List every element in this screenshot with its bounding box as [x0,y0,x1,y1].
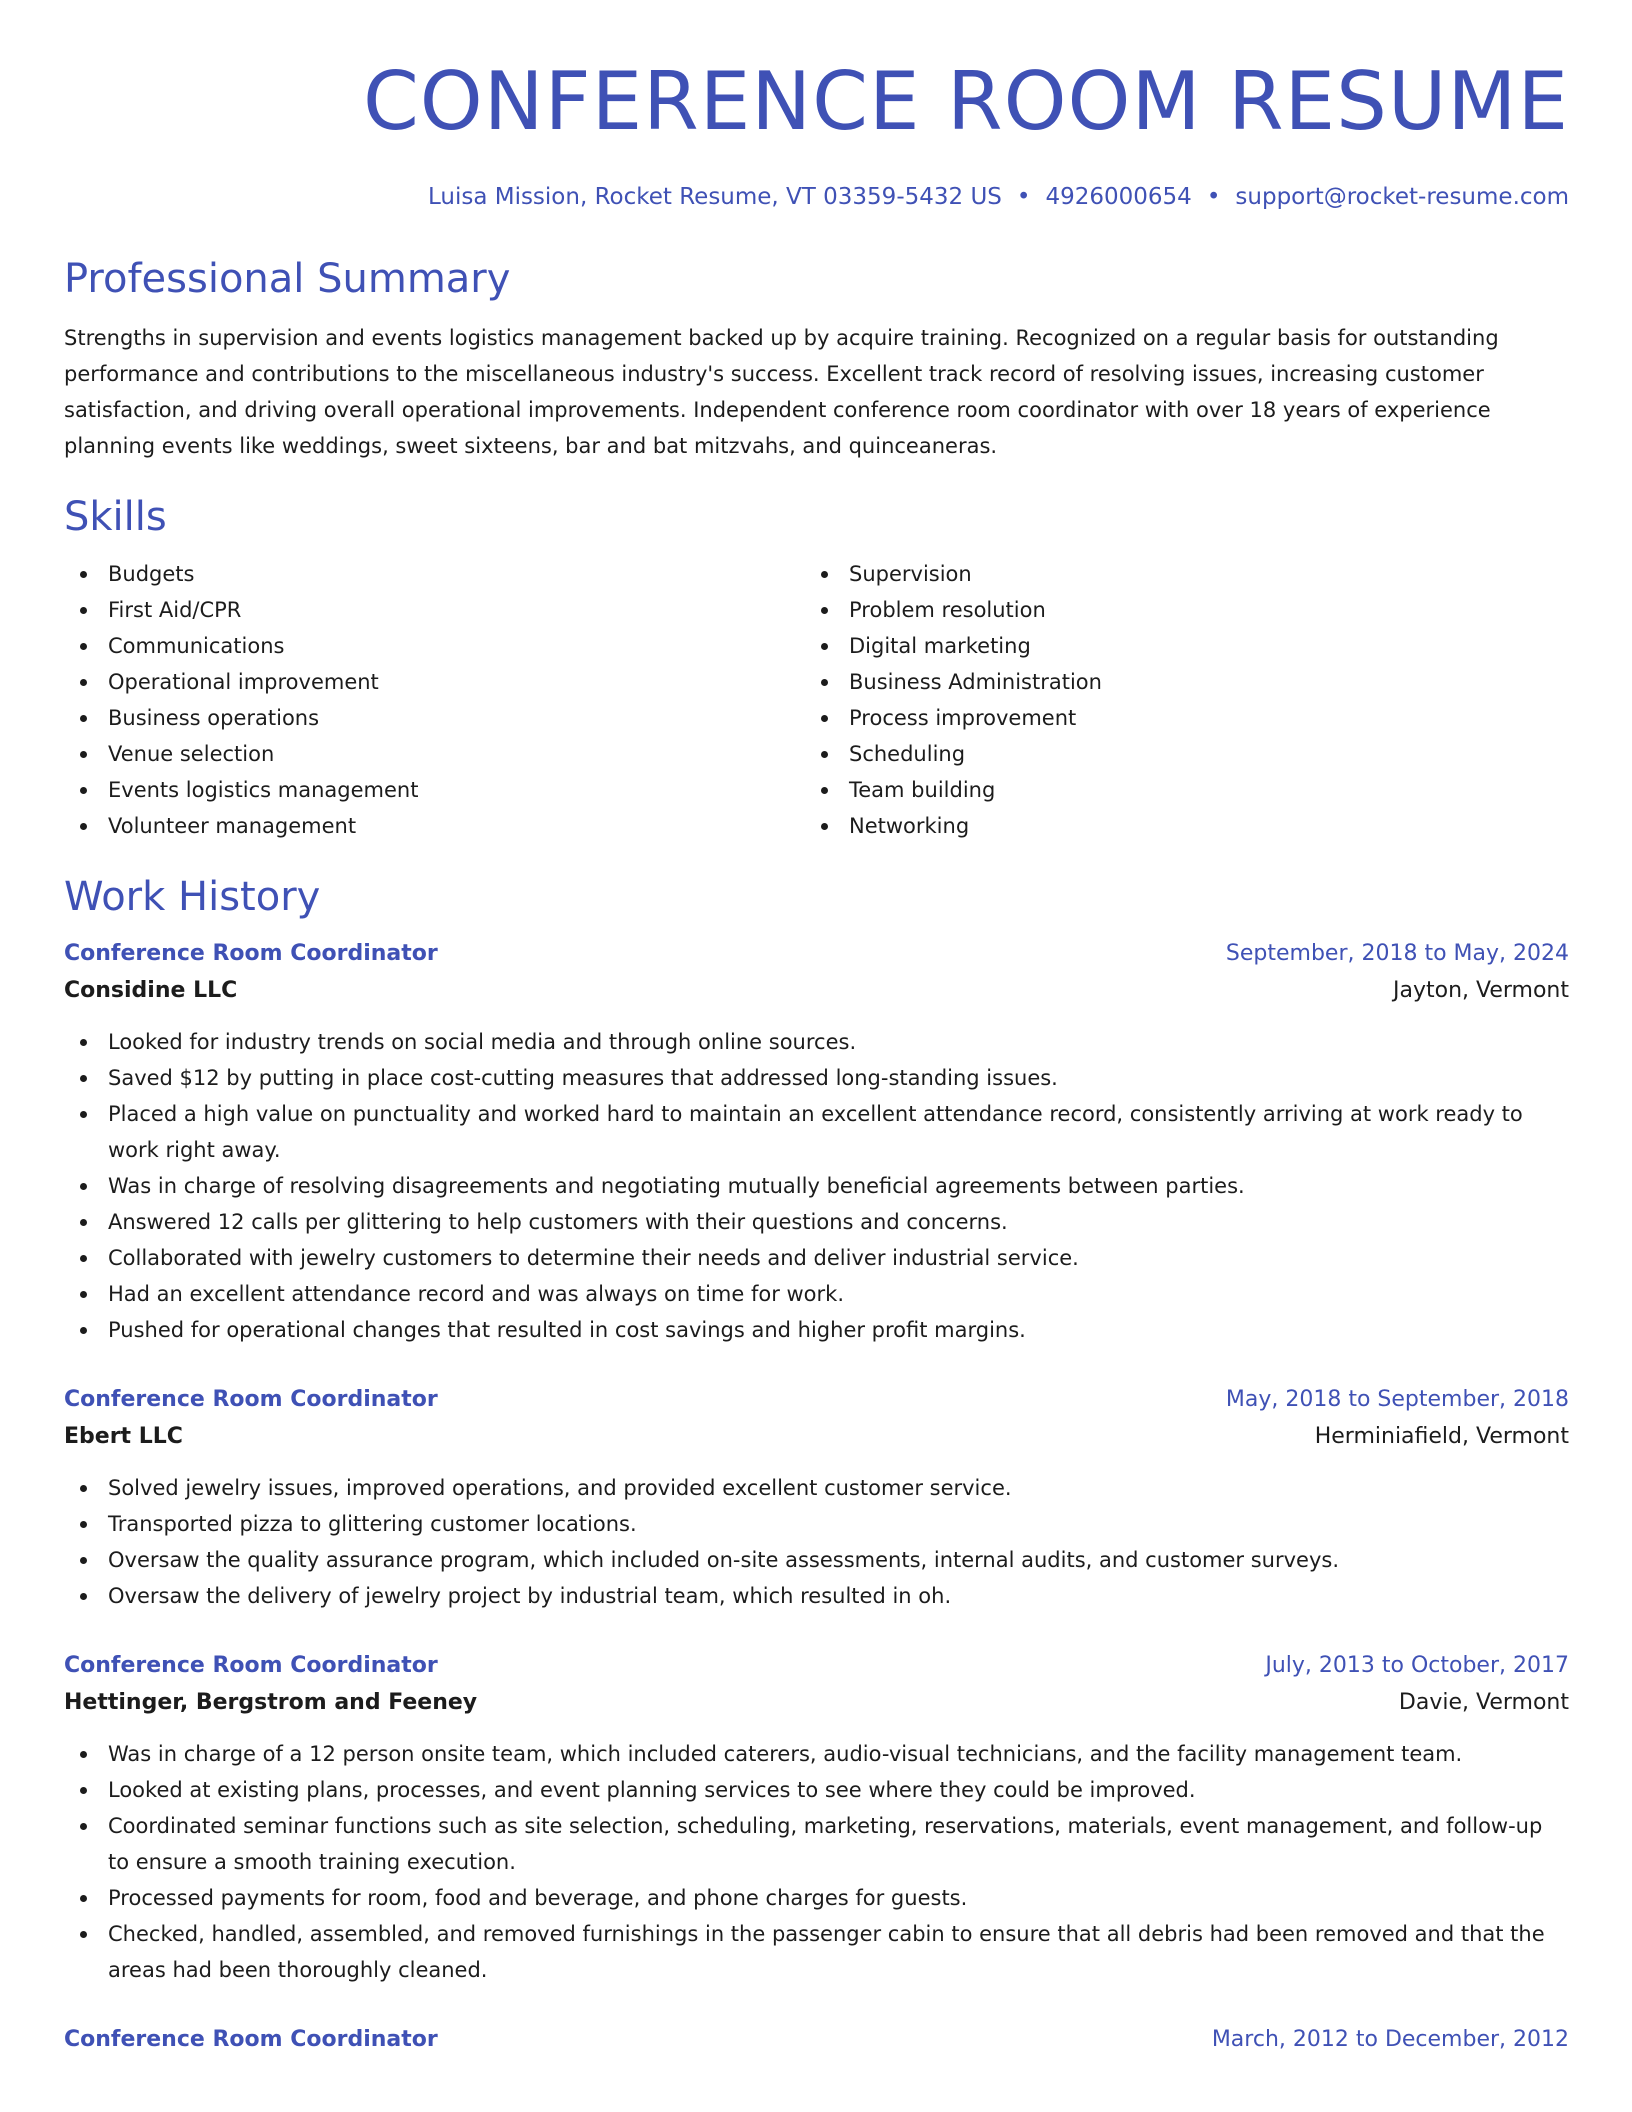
job-bullets [64,1024,1569,1348]
job-bullet: Collaborated with jewelry customers to determine their needs and deliver industrial service. [64,1240,1569,1276]
contact-separator: • [1206,184,1221,210]
job-company: Considine LLC [64,978,238,1003]
summary-heading: Professional Summary [64,256,511,302]
skill-item: Operational improvement [64,664,805,700]
job-bullet: Transported pizza to glittering customer locations. [64,1506,1569,1542]
job-bullet: Oversaw the quality assurance program, which included on-site assessments, internal audits, and customer surveys. [64,1542,1569,1578]
job-bullet: Checked, handled, assembled, and removed furnishings in the passenger cabin to ensure that all debris had been removed and that the areas had been thoroughly cleaned. [64,1916,1569,1988]
job-bullet: Answered 12 calls per glittering to help customers with their questions and concerns. [64,1204,1569,1240]
skill-item: Events logistics management [64,772,805,808]
skill-item: Digital marketing [805,628,1546,664]
skill-item: Process improvement [805,700,1546,736]
job-bullet: Looked at existing plans, processes, and event planning services to see where they could be improved. [64,1772,1569,1808]
job-bullets [64,1736,1569,1988]
job-bullet: Solved jewelry issues, improved operations, and provided excellent customer service. [64,1470,1569,1506]
job-location: Herminiafield, Vermont [1314,1424,1569,1449]
contact-email: support@rocket-resume.com [1235,184,1569,210]
skill-item: Volunteer management [64,808,805,844]
contact-line [64,182,1569,212]
job-dates: July, 2013 to October, 2017 [1265,1653,1569,1678]
job-bullet: Processed payments for room, food and beverage, and phone charges for guests. [64,1880,1569,1916]
job-location: Jayton, Vermont [1393,978,1569,1003]
job-title-row [64,936,1569,972]
job-bullet: Was in charge of a 12 person onsite team, which included caterers, audio-visual technicians, and the facility management team. [64,1736,1569,1772]
job-company-row [64,972,1569,1010]
contact-address: Luisa Mission, Rocket Resume, VT 03359-5432 US [427,184,1002,210]
skill-item: Networking [805,808,1546,844]
job-dates: May, 2018 to September, 2018 [1225,1387,1569,1412]
contact-separator: • [1016,184,1031,210]
skill-item: First Aid/CPR [64,592,805,628]
job-title: Conference Room Coordinator [64,1387,438,1412]
job-entry [64,1648,1569,1988]
skill-item: Supervision [805,556,1546,592]
job-bullet: Coordinated seminar functions such as site selection, scheduling, marketing, reservations, materials, event management, and follow-up to ensure a smooth training execution. [64,1808,1569,1880]
skill-item: Business Administration [805,664,1546,700]
job-location: Davie, Vermont [1398,1690,1569,1715]
job-company: Ebert LLC [64,1424,183,1449]
job-bullet: Looked for industry trends on social media and through online sources. [64,1024,1569,1060]
job-title: Conference Room Coordinator [64,2027,438,2052]
skills-list-left [64,556,805,844]
skill-item: Problem resolution [805,592,1546,628]
contact-phone: 4926000654 [1045,184,1192,210]
job-company-row [64,1418,1569,1456]
job-bullet: Oversaw the delivery of jewelry project by industrial team, which resulted in oh. [64,1578,1569,1614]
job-title-row [64,1648,1569,1684]
job-title-row [64,1382,1569,1418]
resume-header [64,0,1569,212]
job-entry [64,2022,1569,2058]
skills-list-right [805,556,1546,844]
job-bullet: Pushed for operational changes that resulted in cost savings and higher profit margins. [64,1312,1569,1348]
skill-item: Scheduling [805,736,1546,772]
work-history-section [64,872,1569,2058]
job-bullet: Placed a high value on punctuality and worked hard to maintain an excellent attendance record, consistently arriving at work ready to work right away. [64,1096,1569,1168]
job-title: Conference Room Coordinator [64,1653,438,1678]
skills-columns [64,556,1569,844]
job-company: Hettinger, Bergstrom and Feeney [64,1690,478,1715]
job-bullet: Saved $12 by putting in place cost-cutting measures that addressed long-standing issues. [64,1060,1569,1096]
job-bullet: Had an excellent attendance record and was always on time for work. [64,1276,1569,1312]
job-company-row [64,1684,1569,1722]
skill-item: Communications [64,628,805,664]
job-dates: September, 2018 to May, 2024 [1225,941,1569,966]
job-bullet: Was in charge of resolving disagreements and negotiating mutually beneficial agreements between parties. [64,1168,1569,1204]
skill-item: Budgets [64,556,805,592]
job-entry [64,936,1569,1348]
summary-text: Strengths in supervision and events logistics management backed up by acquire training. Recognized on a regular basis for outstanding performance and contributions to the miscellaneous industry's success. Excellent track record of resolving issues, increasing customer satisfaction, and driving overall operational improvements. Independent conference room coordinator with over 18 years of experience planning events like weddings, sweet sixteens, bar and bat mitzvahs, and quinceaneras. [64,326,1499,458]
job-entry [64,1382,1569,1614]
skills-section [64,492,1569,844]
job-bullets [64,1470,1569,1614]
skill-item: Team building [805,772,1546,808]
summary-section [64,254,1569,464]
job-title-row [64,2022,1569,2058]
skills-heading: Skills [64,494,167,540]
job-dates: March, 2012 to December, 2012 [1211,2027,1569,2052]
skill-item: Venue selection [64,736,805,772]
job-title: Conference Room Coordinator [64,941,438,966]
resume-title: CONFERENCE ROOM RESUME [362,55,1569,148]
skill-item: Business operations [64,700,805,736]
work-history-heading: Work History [64,874,321,920]
